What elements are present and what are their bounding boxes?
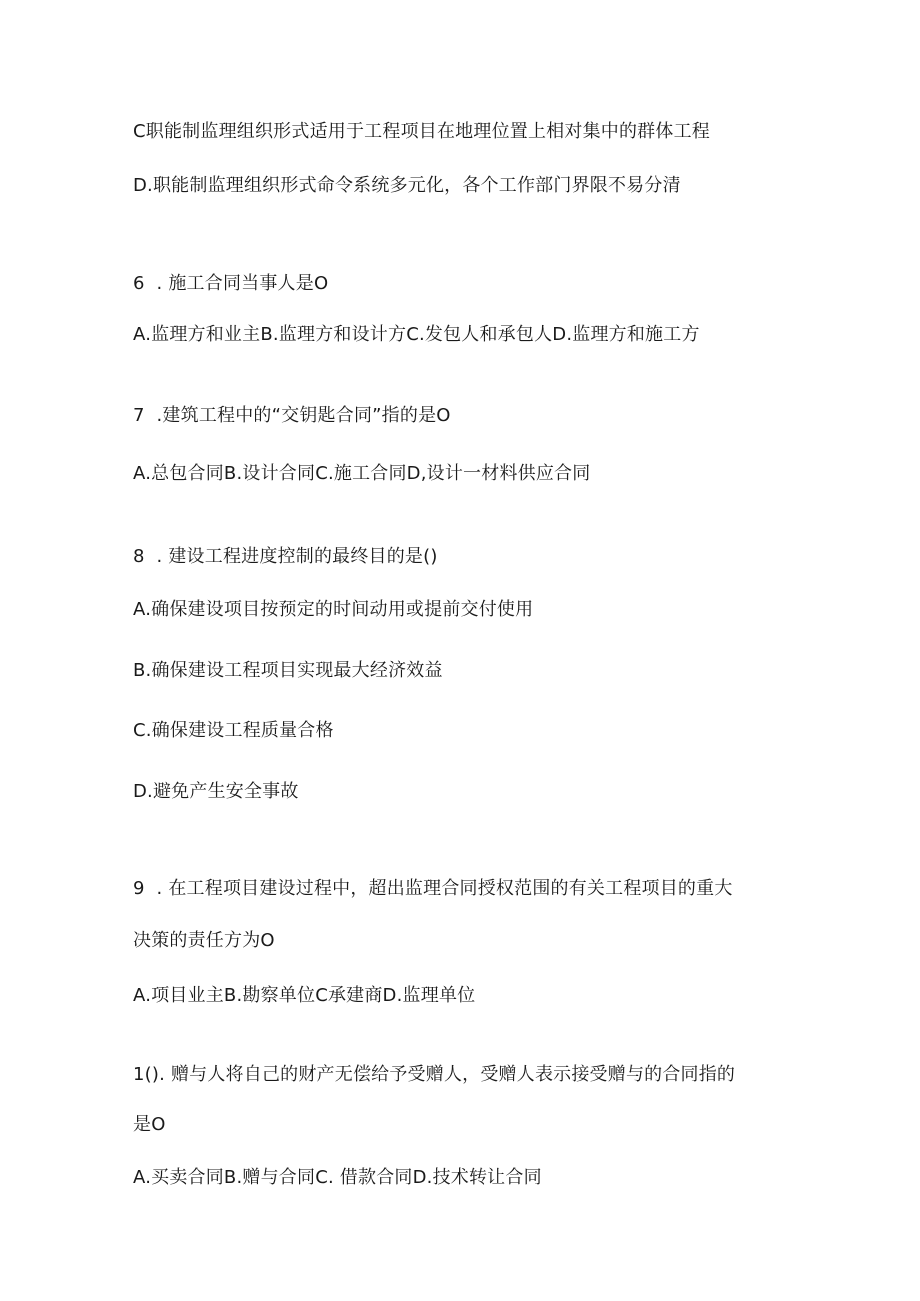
question-10-continued: 是O [133, 1114, 166, 1135]
question-10: 1(). 赠与人将自己的财产无偿给予受赠人，受赠人表示接受赠与的合同指的 [133, 1064, 736, 1085]
question-9-continued: 决策的责任方为O [133, 930, 275, 951]
options-q7: A.总包合同B.设计合同C.施工合同D,设计一材料供应合同 [133, 463, 591, 484]
option-a-q8: A.确保建设项目按预定的时间动用或提前交付使用 [133, 599, 534, 620]
option-c-q8: C.确保建设工程质量合格 [133, 720, 334, 741]
options-q9: A.项目业主B.勘察单位C承建商D.监理单位 [133, 985, 476, 1006]
question-7: 7 .建筑工程中的“交钥匙合同”指的是O [133, 405, 451, 426]
question-6: 6 . 施工合同当事人是O [133, 273, 329, 294]
option-d-q5: D.职能制监理组织形式命令系统多元化，各个工作部门界限不易分清 [133, 175, 681, 196]
options-q10: A.买卖合同B.赠与合同C. 借款合同D.技术转让合同 [133, 1167, 542, 1188]
question-8: 8 . 建设工程进度控制的最终目的是() [133, 546, 438, 567]
option-d-q8: D.避免产生安全事故 [133, 781, 299, 802]
question-9: 9 . 在工程项目建设过程中，超出监理合同授权范围的有关工程项目的重大 [133, 878, 733, 899]
options-q6: A.监理方和业主B.监理方和设计方C.发包人和承包人D.监理方和施工方 [133, 324, 700, 345]
option-c-q5: C职能制监理组织形式适用于工程项目在地理位置上相对集中的群体工程 [133, 121, 710, 142]
option-b-q8: B.确保建设工程项目实现最大经济效益 [133, 660, 443, 681]
